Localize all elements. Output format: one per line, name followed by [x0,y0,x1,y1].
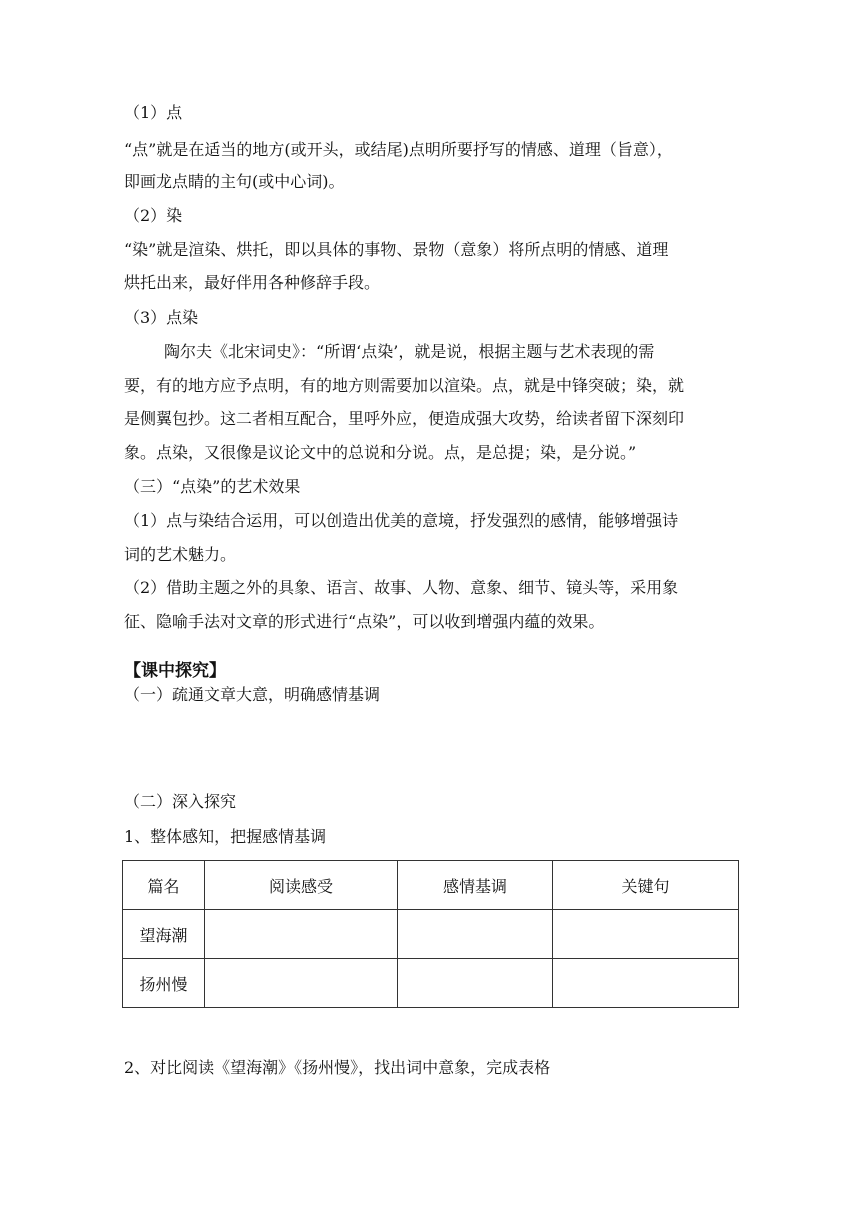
poem-name-cell: 扬州慢 [123,959,205,1008]
subheading-one: （一）疏通文章大意，明确感情基调 [124,685,381,704]
subheading-ran: （2）染 [124,206,183,225]
empty-cell[interactable] [553,959,739,1008]
paragraph-line: “点”就是在适当的地方(或开头，或结尾)点明所要抒写的情感、道理（旨意）， [124,140,673,159]
item-one: 1、整体感知，把握感情基调 [124,827,327,846]
empty-cell[interactable] [398,910,553,959]
paragraph-line: 象。点染，又很像是议论文中的总说和分说。点，是总提；染，是分说。” [124,443,637,462]
table-header-row [123,861,739,910]
paragraph-line: 是侧翼包抄。这二者相互配合，里呼外应，便造成强大攻势，给读者留下深刻印 [124,409,685,428]
empty-cell[interactable] [205,910,398,959]
subheading-dian: （1）点 [124,103,183,122]
paragraph-line: 要，有的地方应予点明，有的地方则需要加以渲染。点，就是中锋突破；染，就 [124,376,685,395]
empty-cell[interactable] [398,959,553,1008]
table-row [123,959,739,1008]
subheading-effect: （三）“点染”的艺术效果 [124,477,301,496]
header-cell: 感情基调 [398,861,553,910]
empty-cell[interactable] [553,910,739,959]
header-cell: 阅读感受 [205,861,398,910]
poem-name-cell: 望海潮 [123,910,205,959]
paragraph-line: 烘托出来，最好伴用各种修辞手段。 [124,273,381,292]
subheading-two: （二）深入探究 [124,792,237,811]
paragraph-line: 即画龙点睛的主句(或中心词)。 [124,172,345,191]
paragraph-line: 陶尔夫《北宋词史》：“所谓‘点染’，就是说，根据主题与艺术表现的需 [164,342,655,361]
paragraph-line: 征、隐喻手法对文章的形式进行“点染”，可以收到增强内蕴的效果。 [124,612,605,631]
item-two: 2、对比阅读《望海潮》《扬州慢》，找出词中意象，完成表格 [124,1058,551,1077]
header-cell: 篇名 [123,861,205,910]
header-cell: 关键句 [553,861,739,910]
subheading-dianran: （3）点染 [124,308,199,327]
table-row [123,910,739,959]
emotion-table [122,860,739,1008]
paragraph-line: （1）点与染结合运用，可以创造出优美的意境，抒发强烈的感情，能够增强诗 [124,511,679,530]
section-heading: 【课中探究】 [124,661,226,681]
paragraph-line: “染”就是渲染、烘托，即以具体的事物、景物（意象）将所点明的情感、道理 [124,240,669,259]
empty-cell[interactable] [205,959,398,1008]
paragraph-line: 词的艺术魅力。 [124,545,237,564]
paragraph-line: （2）借助主题之外的具象、语言、故事、人物、意象、细节、镜头等，采用象 [124,578,679,597]
